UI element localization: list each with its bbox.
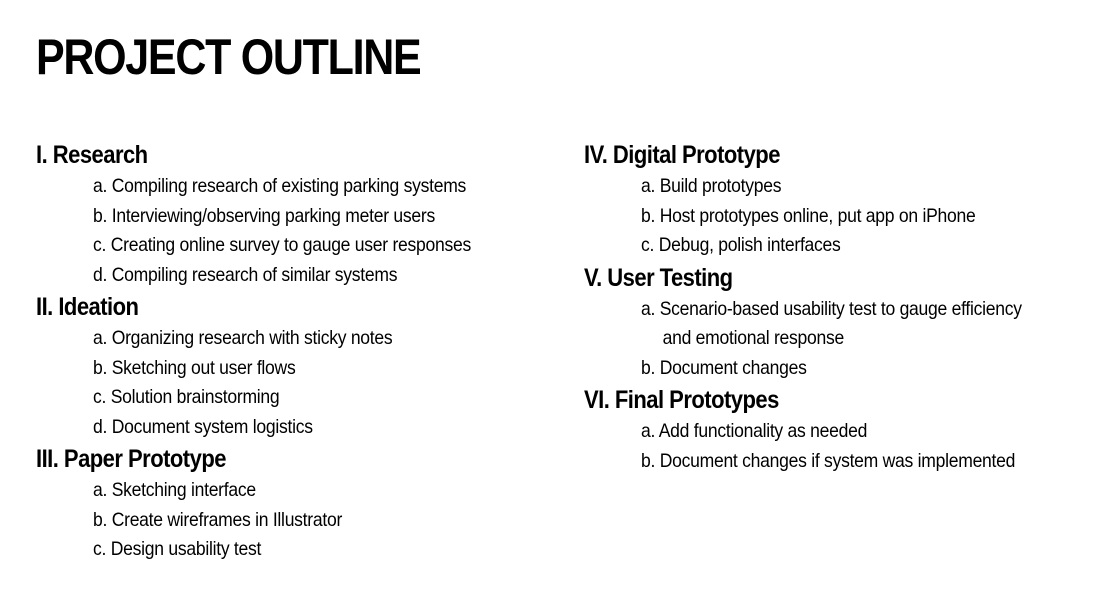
item-text: Document changes	[659, 356, 807, 379]
item-text: Creating online survey to gauge user responses	[110, 234, 471, 256]
item-text: Design usability test	[110, 538, 262, 560]
outline-item	[93, 172, 528, 202]
outline-item	[93, 413, 528, 443]
item-text: Create wireframes in Illustrator	[111, 508, 343, 531]
item-text: Document changes if system was implemented	[659, 449, 1016, 472]
section-items	[36, 476, 576, 565]
section-items	[584, 295, 1116, 384]
outline-item	[641, 447, 1076, 477]
outline-section	[36, 138, 576, 290]
section-heading: I. Research	[36, 141, 148, 169]
item-text: Host prototypes online, put app on iPhone	[659, 204, 976, 227]
outline-item	[93, 476, 528, 506]
section-heading: IV. Digital Prototype	[584, 141, 780, 169]
outline-section	[36, 442, 576, 565]
item-text: Build prototypes	[659, 175, 782, 197]
item-text: Compiling research of similar systems	[111, 263, 398, 286]
item-marker: b.	[641, 449, 656, 472]
outline-item	[641, 231, 1076, 261]
item-marker: a.	[93, 479, 108, 501]
outline-section	[584, 261, 1116, 384]
item-marker: b.	[93, 508, 108, 531]
outline-section	[584, 383, 1116, 476]
outline-column-left	[36, 138, 576, 565]
item-marker: c.	[93, 538, 107, 560]
section-items	[36, 172, 576, 290]
item-text: Add functionality as needed	[658, 420, 868, 442]
outline-item	[641, 417, 1076, 447]
item-marker: b.	[93, 356, 108, 379]
outline-item	[93, 231, 528, 261]
outline-item	[93, 261, 528, 291]
outline-item	[93, 535, 528, 565]
item-marker: c.	[93, 234, 107, 256]
item-marker: b.	[641, 356, 656, 379]
item-text: Compiling research of existing parking systems	[111, 175, 467, 197]
item-marker: b.	[93, 204, 108, 227]
outline-item	[641, 202, 1076, 232]
outline-section	[584, 138, 1116, 261]
item-marker: d.	[93, 415, 108, 438]
section-items	[36, 324, 576, 442]
outline-item	[93, 202, 528, 232]
outline-item	[93, 383, 528, 413]
item-marker: d.	[93, 263, 108, 286]
section-items	[584, 172, 1116, 261]
outline-section	[36, 290, 576, 442]
outline-item	[93, 506, 528, 536]
item-marker: a.	[93, 175, 108, 197]
item-text: Solution brainstorming	[110, 386, 280, 408]
item-text: Sketching interface	[111, 479, 256, 501]
item-text: Document system logistics	[111, 415, 313, 438]
outline-item	[93, 324, 528, 354]
item-text: Sketching out user flows	[111, 356, 296, 379]
item-marker: c.	[93, 386, 107, 408]
outline-item	[641, 295, 1076, 354]
item-text: Interviewing/observing parking meter users	[111, 204, 435, 227]
item-marker: a.	[641, 175, 656, 197]
section-heading: V. User Testing	[584, 263, 733, 292]
item-marker: b.	[641, 204, 656, 227]
item-marker: a.	[93, 327, 108, 349]
outline-item	[641, 354, 1076, 384]
item-marker: a.	[641, 297, 656, 320]
item-text: Organizing research with sticky notes	[111, 327, 393, 349]
item-marker: c.	[641, 234, 655, 256]
item-text-continuation: and emotional response	[662, 327, 844, 349]
section-items	[584, 417, 1116, 476]
section-heading: II. Ideation	[36, 293, 139, 321]
item-text: Scenario-based usability test to gauge efficiency	[659, 297, 1022, 320]
item-text: Debug, polish interfaces	[658, 234, 841, 256]
outline-item	[93, 354, 528, 384]
page-title: PROJECT OUTLINE	[36, 29, 421, 85]
section-heading: III. Paper Prototype	[36, 445, 226, 473]
item-marker: a.	[641, 420, 656, 442]
outline-item	[641, 172, 1076, 202]
section-heading: VI. Final Prototypes	[584, 386, 779, 414]
outline-column-right	[584, 138, 1116, 476]
